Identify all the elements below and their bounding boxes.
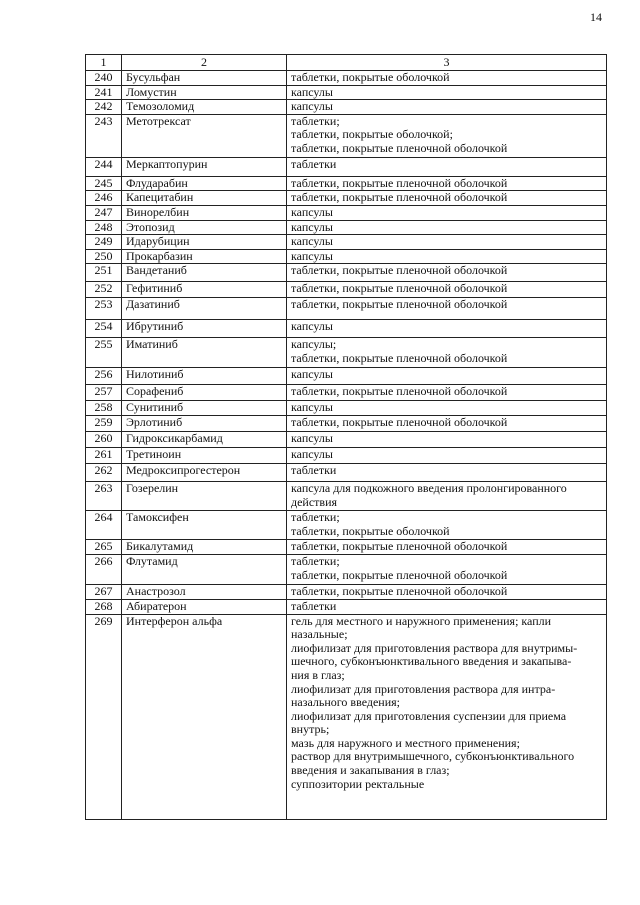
dosage-form-line: таблетки, покрытые пленочной оболочкой [291, 539, 508, 554]
table-row [86, 401, 607, 416]
dosage-form-line: таблетки, покрытые пленочной оболочкой [291, 350, 508, 365]
drug-name: Прокарбазин [122, 249, 287, 264]
row-number: 245 [86, 176, 122, 191]
table-row [86, 320, 607, 338]
dosage-forms [287, 235, 607, 250]
drug-name: Меркаптопурин [122, 157, 287, 176]
dosage-forms [287, 614, 607, 819]
table-row [86, 249, 607, 264]
dosage-forms [287, 249, 607, 264]
table-row [86, 464, 607, 482]
drug-name: Метотрексат [122, 114, 287, 157]
dosage-form-line: назальные; [291, 627, 348, 642]
dosage-form-line: таблетки, покрытые оболочкой; [291, 127, 453, 142]
dosage-form-line: капсулы [291, 447, 333, 462]
dosage-form-line: лиофилизат для приготовления раствора для интра- [291, 681, 556, 696]
dosage-form-line: таблетки, покрытые пленочной оболочкой [291, 567, 508, 582]
table-row [86, 157, 607, 176]
dosage-form-line: шечного, субконъюнктивального введения и закапыва- [291, 654, 572, 669]
drug-name: Дазатиниб [122, 298, 287, 320]
row-number: 243 [86, 114, 122, 157]
dosage-form-line: таблетки, покрытые оболочкой [291, 523, 450, 538]
row-number: 261 [86, 448, 122, 464]
table-row [86, 220, 607, 235]
dosage-form-line: капсулы; [291, 337, 337, 352]
table-row [86, 584, 607, 599]
drug-name: Ибрутиниб [122, 320, 287, 338]
dosage-form-line: таблетки, покрытые пленочной оболочкой [291, 263, 508, 278]
row-number: 268 [86, 599, 122, 614]
drug-name: Вандетаниб [122, 264, 287, 282]
dosage-form-line: суппозитории ректальные [291, 776, 425, 791]
table-row [86, 85, 607, 100]
row-number: 265 [86, 540, 122, 555]
drug-name: Гозерелин [122, 482, 287, 511]
dosage-form-line: капсула для подкожного введения пролонгированного [291, 481, 567, 496]
dosage-form-line: капсулы [291, 205, 333, 219]
drug-table [85, 54, 607, 820]
table-row [86, 448, 607, 464]
table-row [86, 100, 607, 115]
dosage-form-line: лиофилизат для приготовления раствора для внутримы- [291, 640, 578, 655]
dosage-forms [287, 114, 607, 157]
dosage-form-line: таблетки, покрытые пленочной оболочкой [291, 384, 508, 399]
row-number: 251 [86, 264, 122, 282]
table-row [86, 338, 607, 368]
drug-name: Эрлотиниб [122, 416, 287, 432]
drug-name: Флударабин [122, 176, 287, 191]
dosage-forms [287, 220, 607, 235]
row-number: 242 [86, 100, 122, 115]
row-number: 241 [86, 85, 122, 100]
row-number: 240 [86, 71, 122, 86]
drug-name: Бикалутамид [122, 540, 287, 555]
dosage-forms [287, 176, 607, 191]
dosage-forms [287, 100, 607, 115]
dosage-forms [287, 71, 607, 86]
column-header-1: 1 [86, 55, 122, 71]
row-number: 264 [86, 511, 122, 540]
row-number: 253 [86, 298, 122, 320]
column-header-2: 2 [122, 55, 287, 71]
dosage-form-line: мазь для наружного и местного применения; [291, 735, 520, 750]
dosage-forms [287, 416, 607, 432]
table-row [86, 511, 607, 540]
dosage-form-line: капсулы [291, 249, 333, 263]
dosage-form-line: таблетки [291, 599, 337, 613]
table-body [86, 71, 607, 820]
table-row [86, 205, 607, 220]
dosage-forms [287, 320, 607, 338]
drug-name: Капецитабин [122, 191, 287, 206]
dosage-form-line: таблетки, покрытые оболочкой [291, 70, 450, 84]
row-number: 262 [86, 464, 122, 482]
dosage-form-line: таблетки, покрытые пленочной оболочкой [291, 415, 508, 430]
table-row [86, 264, 607, 282]
row-number: 250 [86, 249, 122, 264]
dosage-forms [287, 464, 607, 482]
dosage-form-line: таблетки [291, 157, 337, 171]
row-number: 263 [86, 482, 122, 511]
row-number: 269 [86, 614, 122, 819]
dosage-forms [287, 482, 607, 511]
drug-name: Сунитиниб [122, 401, 287, 416]
dosage-forms [287, 401, 607, 416]
dosage-form-line: гель для местного и наружного применения; капли [291, 614, 552, 628]
drug-name: Гефитиниб [122, 282, 287, 298]
page-number: 14 [590, 10, 602, 24]
row-number: 257 [86, 385, 122, 401]
dosage-form-line: раствор для внутримышечного, субконъюнктивального [291, 749, 575, 764]
drug-name: Интерферон альфа [122, 614, 287, 819]
row-number: 267 [86, 584, 122, 599]
dosage-forms [287, 282, 607, 298]
table-header-row [86, 55, 607, 71]
table-row [86, 282, 607, 298]
row-number: 252 [86, 282, 122, 298]
dosage-forms [287, 511, 607, 540]
dosage-forms [287, 448, 607, 464]
dosage-forms [287, 205, 607, 220]
drug-name: Гидроксикарбамид [122, 432, 287, 448]
table-row [86, 599, 607, 614]
dosage-forms [287, 264, 607, 282]
dosage-form-line: таблетки; [291, 114, 340, 128]
dosage-forms [287, 584, 607, 599]
drug-name: Абиратерон [122, 599, 287, 614]
dosage-form-line: капсулы [291, 367, 333, 382]
dosage-form-line: таблетки, покрытые пленочной оболочкой [291, 190, 508, 205]
row-number: 259 [86, 416, 122, 432]
row-number: 244 [86, 157, 122, 176]
table-row [86, 482, 607, 511]
row-number: 260 [86, 432, 122, 448]
column-header-3: 3 [287, 55, 607, 71]
drug-name: Ломустин [122, 85, 287, 100]
row-number: 266 [86, 554, 122, 584]
dosage-form-line: лиофилизат для приготовления суспензии для приема [291, 708, 567, 723]
drug-name: Анастрозол [122, 584, 287, 599]
dosage-forms [287, 432, 607, 448]
dosage-forms [287, 157, 607, 176]
dosage-forms [287, 599, 607, 614]
dosage-form-line: капсулы [291, 234, 333, 249]
drug-name: Сорафениб [122, 385, 287, 401]
table-row [86, 298, 607, 320]
dosage-forms [287, 368, 607, 385]
dosage-form-line: таблетки, покрытые пленочной оболочкой [291, 297, 508, 312]
drug-name: Третиноин [122, 448, 287, 464]
row-number: 246 [86, 191, 122, 206]
dosage-forms [287, 338, 607, 368]
table-row [86, 114, 607, 157]
dosage-form-line: капсулы [291, 85, 333, 99]
row-number: 249 [86, 235, 122, 250]
table-row [86, 540, 607, 555]
table-row [86, 614, 607, 819]
dosage-form-line: введения и закапывания в глаз; [291, 763, 450, 778]
table-row [86, 176, 607, 191]
dosage-form-line: действия [291, 494, 338, 509]
dosage-form-line: капсулы [291, 220, 333, 234]
drug-name: Темозоломид [122, 100, 287, 115]
drug-name: Бусульфан [122, 71, 287, 86]
table-row [86, 554, 607, 584]
table-row [86, 191, 607, 206]
dosage-form-line: таблетки, покрытые пленочной оболочкой [291, 176, 508, 190]
drug-name: Флутамид [122, 554, 287, 584]
table-row [86, 432, 607, 448]
dosage-form-line: таблетки, покрытые пленочной оболочкой [291, 584, 508, 598]
drug-name: Нилотиниб [122, 368, 287, 385]
table-row [86, 416, 607, 432]
row-number: 247 [86, 205, 122, 220]
drug-name: Иматиниб [122, 338, 287, 368]
dosage-form-line: капсулы [291, 319, 333, 334]
dosage-form-line: назального введения; [291, 695, 400, 710]
row-number: 256 [86, 368, 122, 385]
dosage-form-line: таблетки [291, 463, 337, 478]
drug-name: Этопозид [122, 220, 287, 235]
drug-name: Медроксипрогестерон [122, 464, 287, 482]
dosage-forms [287, 191, 607, 206]
dosage-form-line: капсулы [291, 400, 333, 415]
dosage-form-line: ния в глаз; [291, 667, 345, 682]
dosage-forms [287, 540, 607, 555]
dosage-form-line: таблетки; [291, 510, 340, 525]
drug-name: Идарубицин [122, 235, 287, 250]
row-number: 254 [86, 320, 122, 338]
dosage-forms [287, 85, 607, 100]
table-row [86, 235, 607, 250]
dosage-forms [287, 298, 607, 320]
dosage-forms [287, 385, 607, 401]
dosage-form-line: капсулы [291, 99, 333, 114]
dosage-form-line: внутрь; [291, 722, 330, 737]
dosage-form-line: таблетки, покрытые пленочной оболочкой [291, 281, 508, 296]
row-number: 255 [86, 338, 122, 368]
drug-name: Тамоксифен [122, 511, 287, 540]
table-row [86, 71, 607, 86]
dosage-form-line: таблетки, покрытые пленочной оболочкой [291, 140, 508, 155]
row-number: 248 [86, 220, 122, 235]
table-row [86, 385, 607, 401]
table-row [86, 368, 607, 385]
dosage-form-line: таблетки; [291, 554, 340, 568]
drug-name: Винорелбин [122, 205, 287, 220]
dosage-forms [287, 554, 607, 584]
row-number: 258 [86, 401, 122, 416]
dosage-form-line: капсулы [291, 431, 333, 446]
